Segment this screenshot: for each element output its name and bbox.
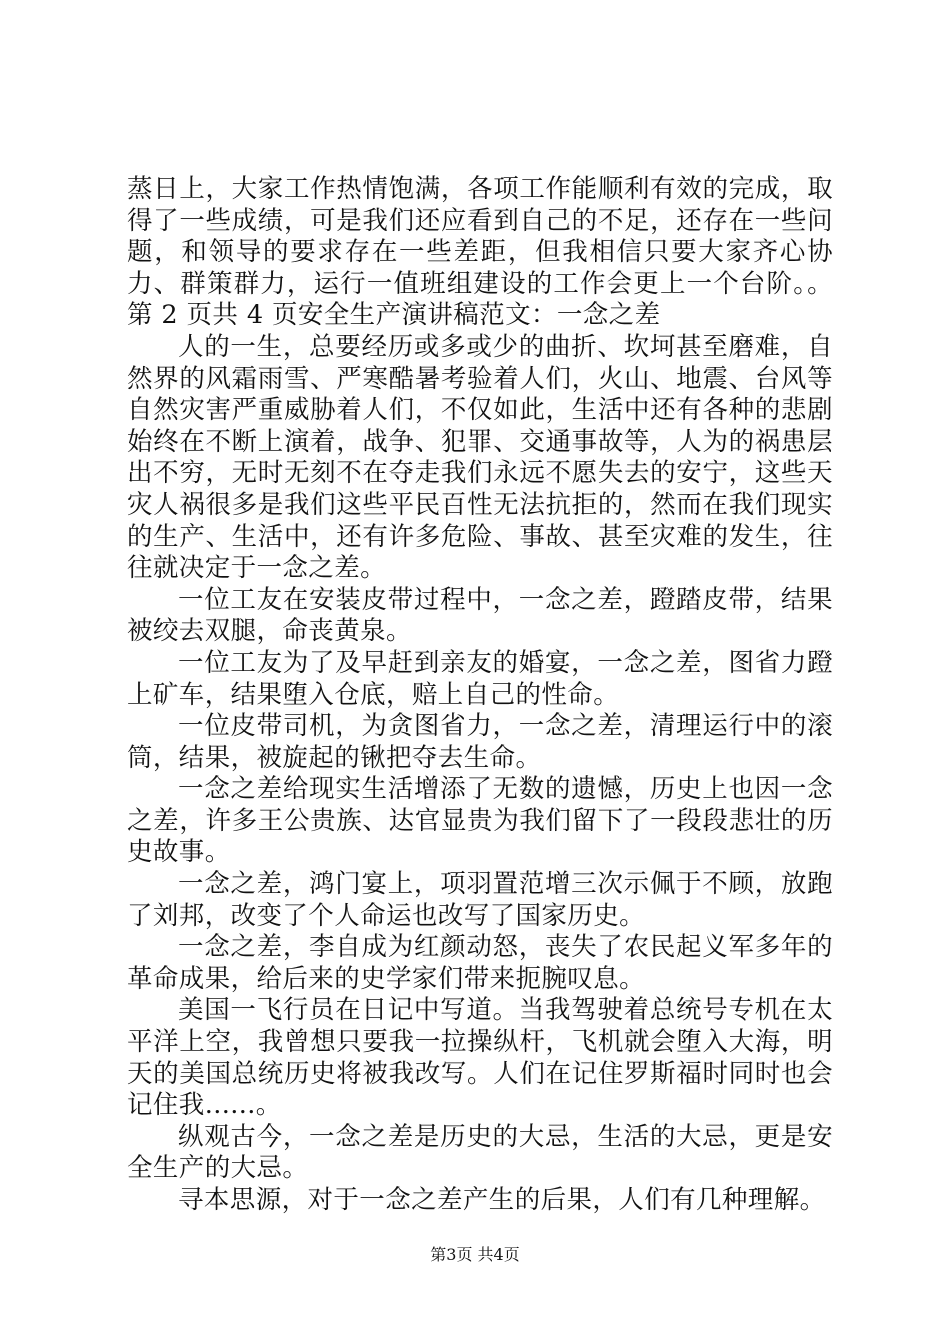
paragraph: 寻本思源，对于一念之差产生的后果，人们有几种理解。 (178, 1185, 826, 1215)
paragraph: 一位工友在安装皮带过程中，一念之差，蹬踏皮带，结果被绞去双腿，命丧黄泉。 (127, 584, 833, 647)
paragraph: 一位工友为了及早赶到亲友的婚宴，一念之差，图省力蹬上矿车，结果堕入仓底，赔上自己的性命。 (127, 647, 833, 710)
paragraph: 人的一生，总要经历或多或少的曲折、坎坷甚至磨难，自然界的风霜雨雪、严寒酷暑考验着人们，火山、地震、台风等自然灾害严重威胁着人们，不仅如此，生活中还有各种的悲剧始终在不断上演着，战争、犯罪、交通事故等，人为的祸患层出不穷，无时无刻不在夺走我们永远不愿失去的安宁，这些天灾人祸很多是我们这些平民百性无法抗拒的，然而在我们现实的生产、生活中，还有许多危险、事故、甚至灾难的发生，往往就决定于一念之差。 (127, 331, 833, 584)
paragraph: 一念之差给现实生活增添了无数的遗憾，历史上也因一念之差，许多王公贵族、达官显贵为我们留下了一段段悲壮的历史故事。 (127, 774, 833, 868)
paragraph: 一念之差，鸿门宴上，项羽置范增三次示佩于不顾，放跑了刘邦，改变了个人命运也改写了国家历史。 (127, 869, 833, 931)
paragraph: 一念之差，李自成为红颜动怒，丧失了农民起义军多年的革命成果，给后来的史学家们带来扼腕叹息。 (127, 932, 833, 994)
paragraph: 一位皮带司机，为贪图省力，一念之差，清理运行中的滚筒，结果，被旋起的锹把夺去生命。 (127, 711, 833, 773)
paragraph: 美国一飞行员在日记中写道。当我驾驶着总统号专机在太平洋上空，我曾想只要我一拉操纵杆，飞机就会堕入大海，明天的美国总统历史将被我改写。人们在记住罗斯福时同时也会记住我......。 (127, 995, 833, 1121)
paragraph: 纵观古今，一念之差是历史的大忌，生活的大忌，更是安全生产的大忌。 (127, 1121, 833, 1184)
page-footer: 第3页 共4页 (430, 1245, 520, 1264)
paragraph: 蒸日上，大家工作热情饱满，各项工作能顺利有效的完成，取得了一些成绩，可是我们还应看到自己的不足，还存在一些问题，和领导的要求存在一些差距，但我相信只要大家齐心协力、群策群力，运行一值班组建设的工作会更上一个台阶。。第 2 页共 4 页安全生产演讲稿范文：一念之差 (127, 174, 833, 331)
document-body (127, 174, 833, 1217)
